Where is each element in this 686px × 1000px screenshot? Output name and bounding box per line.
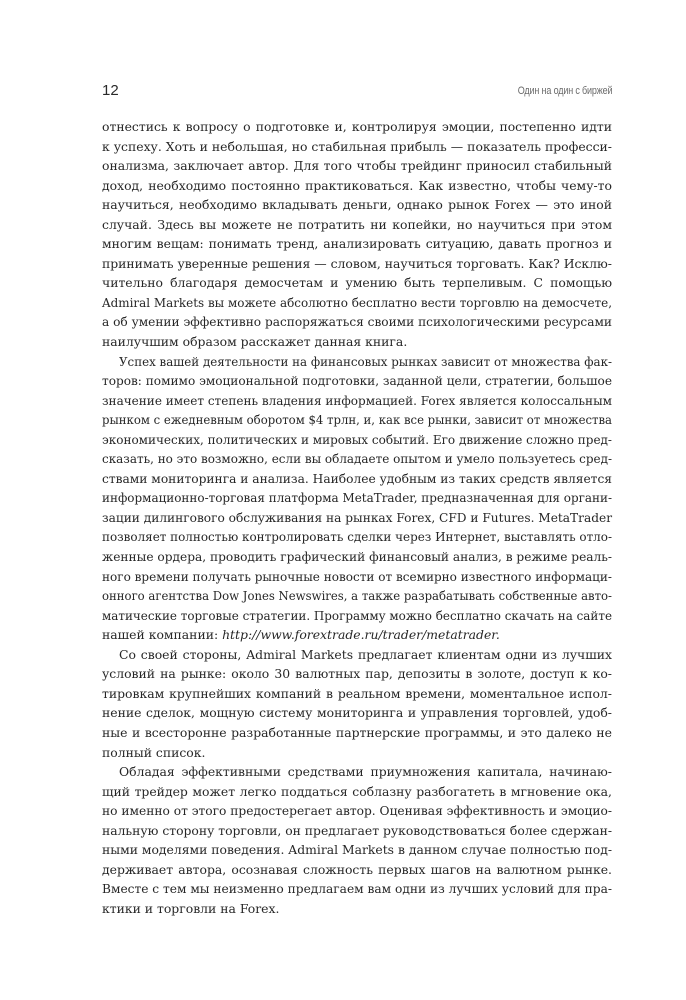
text-line: многим вещам: понимать тренд, анализировать ситуацию, давать прогноз и bbox=[102, 236, 612, 252]
text-line: отнестись к вопросу о подготовке и, контролируя эмоции, постепенно идти bbox=[102, 119, 612, 134]
text-line: держивает автора, осознавая сложность первых шагов на валютном рынке. bbox=[102, 861, 612, 877]
text-line: нение сделок, мощную систему мониторинга и управления торговлей, удоб- bbox=[102, 705, 612, 721]
text-line: торов: помимо эмоциональной подготовки, заданной цели, стратегии, большое bbox=[102, 373, 612, 389]
text-line bbox=[102, 625, 612, 645]
text-line: матические торговые стратегии. Программу можно бесплатно скачать на сайте bbox=[102, 607, 612, 623]
text-line: тировкам крупнейших компаний в реальном времени, моментальное испол- bbox=[102, 685, 612, 701]
paragraph bbox=[102, 352, 612, 645]
text-line: позволяет полностью контролировать сделки через Интернет, выставлять отло- bbox=[102, 529, 612, 545]
text-line: зации дилингового обслуживания на рынках Forex, CFD и Futures. MetaTrader bbox=[102, 509, 612, 525]
text-line: Вместе с тем мы неизменно предлагаем вам одни из лучших условий для пра- bbox=[102, 881, 612, 897]
text-line: Обладая эффективными средствами приумножения капитала, начинаю- bbox=[119, 764, 612, 780]
text-line: онализма, заключает автор. Для того чтобы трейдинг приносил стабильный bbox=[102, 158, 612, 174]
text-line: информационно-торговая платформа MetaTrader, предназначенная для органи- bbox=[102, 490, 612, 506]
text-line: значение имеет степень владения информацией. Forex является колоссальным bbox=[102, 392, 612, 408]
text-fragment: нашей компании: bbox=[102, 627, 223, 643]
text-line: Со своей стороны, Admiral Markets предлагает клиентам одни из лучших bbox=[119, 646, 612, 662]
text-line: доход, необходимо постоянно практиковаться. Как известно, чтобы чему-то bbox=[102, 177, 612, 193]
text-line: к успеху. Хоть и небольшая, но стабильная прибыль — показатель професси- bbox=[102, 138, 612, 154]
text-line: наилучшим образом расскажет данная книга. bbox=[102, 334, 408, 350]
running-title: Один на один с биржей bbox=[517, 85, 612, 97]
text-line: условий на рынке: около 30 валютных пар, депозиты в золоте, доступ к ко- bbox=[102, 666, 612, 682]
text-line: онного агентства Dow Jones Newswires, а также разрабатывать собственные авто- bbox=[102, 588, 612, 604]
text-line: научиться, необходимо вкладывать деньги, однако рынок Forex — это иной bbox=[102, 197, 612, 213]
text-line: чительно благодаря демосчетам и умению быть терпеливым. С помощью bbox=[102, 275, 612, 291]
text-line: экономических, политических и мировых событий. Его движение сложно пред- bbox=[102, 431, 612, 447]
text-line: принимать уверенные решения — словом, научиться торговать. Как? Исклю- bbox=[102, 255, 612, 271]
text-line: сказать, но это возможно, если вы обладаете опытом и умело пользуетесь сред- bbox=[102, 451, 612, 467]
text-line: а об умении эффективно распоряжаться своими психологическими ресурсами bbox=[102, 314, 612, 330]
paragraph bbox=[102, 645, 612, 762]
page-header bbox=[102, 82, 612, 102]
text-line: ного времени получать рыночные новости от всемирно известного информаци- bbox=[102, 568, 612, 584]
text-line: полный список. bbox=[102, 744, 206, 760]
text-line: ными моделями поведения. Admiral Markets в данном случае полностью под- bbox=[102, 842, 612, 858]
text-line: ктики и торговли на Forex. bbox=[102, 900, 280, 916]
text-line: случай. Здесь вы можете не потратить ни копейки, но научиться при этом bbox=[102, 216, 612, 232]
text-line: Успех вашей деятельности на финансовых рынках зависит от множества фак- bbox=[119, 353, 612, 369]
text-line: но именно от этого предостерегает автор. Оценивая эффективность и эмоцио- bbox=[102, 803, 612, 819]
text-line: рынком с ежедневным оборотом $4 трлн, и, как все рынки, зависит от множества bbox=[102, 412, 612, 428]
text-line: Admiral Markets вы можете абсолютно бесплатно вести торговлю на демосчете, bbox=[102, 294, 612, 310]
paragraph bbox=[102, 762, 612, 918]
text-line: ные и всесторонне разработанные партнерские программы, и это далеко не bbox=[102, 724, 612, 740]
text-line: женные ордера, проводить графический финансовый анализ, в режиме реаль- bbox=[102, 549, 612, 565]
text-line: нальную сторону торговли, он предлагает руководствоваться более сдержан- bbox=[102, 822, 612, 838]
text-line: щий трейдер может легко поддаться соблазну разбогатеть в мгновение ока, bbox=[102, 783, 612, 799]
download-url-link[interactable]: http://www.forextrade.ru/trader/metatrader. bbox=[222, 627, 500, 643]
text-line: ствами мониторинга и анализа. Наиболее удобным из таких средств является bbox=[102, 470, 612, 486]
body-text bbox=[102, 117, 612, 918]
paragraph bbox=[102, 117, 612, 352]
page-number: 12 bbox=[102, 82, 119, 99]
